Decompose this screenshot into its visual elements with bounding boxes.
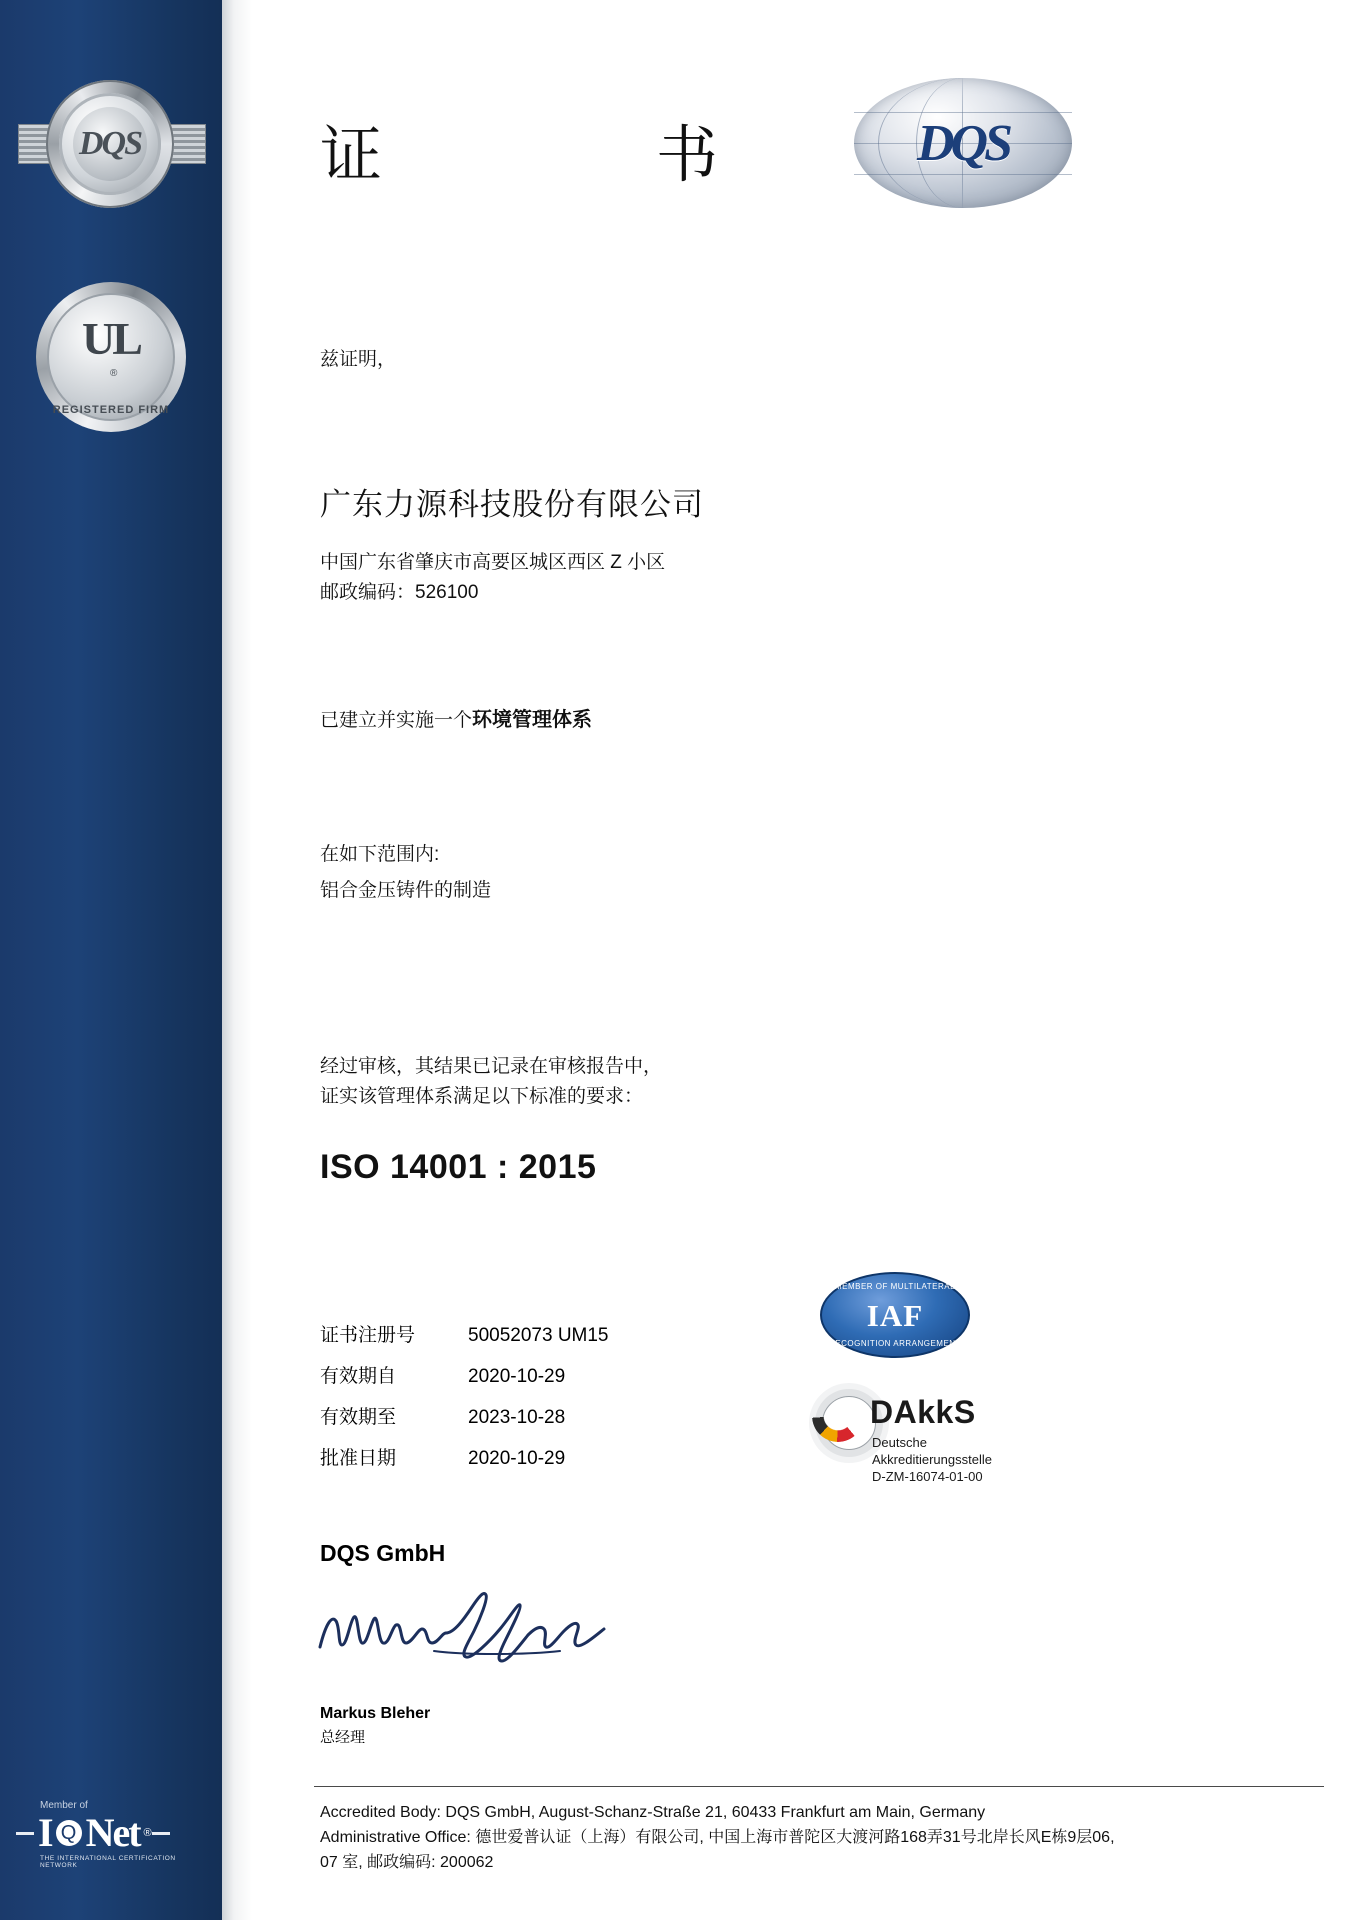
scope-value: 铝合金压铸件的制造 [320,880,492,901]
scope-label: 在如下范围内: [320,844,440,865]
iaf-arc-top-text: MEMBER OF MULTILATERAL [834,1282,956,1291]
iqnet-dash-left-icon [16,1832,34,1835]
dqs-globe-text: DQS [916,115,1010,172]
certificate-details-table [320,1315,609,1479]
band-edge-gradient [222,0,252,1920]
ul-registered-firm-icon [36,282,186,432]
iqnet-member-of-label: Member of [40,1800,88,1811]
globe-parallel-3 [854,174,1072,175]
dakks-accreditation-number: D-ZM-16074-01-00 [872,1469,983,1484]
dakks-logo-icon [812,1390,1042,1490]
table-row [320,1397,609,1438]
iqnet-name-part1: I [38,1810,52,1855]
detail-label: 有效期至 [320,1407,397,1428]
iqnet-q-dot-icon: Q [56,1820,82,1846]
iqnet-tagline: THE INTERNATIONAL CERTIFICATION NETWORK [40,1855,176,1869]
globe-parallel-1 [854,112,1072,113]
detail-value: 50052073 UM15 [468,1325,609,1346]
detail-value: 2020-10-29 [468,1448,566,1469]
detail-value: 2023-10-28 [468,1407,566,1428]
audit-statement-line-1: 经过审核，其结果已记录在审核报告中， [320,1056,663,1077]
iqnet-dash-right-icon [152,1832,170,1835]
dakks-subtitle-line-2: Akkreditierungsstelle [872,1452,992,1467]
dqs-seal-text: DQS [78,125,142,162]
footer-line-2: Administrative Office: 德世爱普认证（上海）有限公司, 中国上海市普陀区大渡河路168弄31号北岸长风E栋9层06, [320,1829,1115,1846]
table-row [320,1315,609,1356]
signatory-name: Markus Bleher [320,1705,431,1722]
dqs-globe-icon [854,78,1072,208]
detail-label: 批准日期 [320,1448,397,1469]
company-address-line-1: 中国广东省肇庆市高要区城区西区 Z 小区 [320,552,666,573]
management-system-type: 环境管理体系 [472,709,593,731]
table-row [320,1438,609,1479]
detail-value: 2020-10-29 [468,1366,566,1387]
intro-text: 兹证明， [320,349,397,370]
dakks-name: DAkkS [870,1394,976,1430]
issuing-company: DQS GmbH [320,1540,446,1566]
detail-label: 证书注册号 [320,1325,416,1346]
standard-name: ISO 14001 : 2015 [320,1148,597,1186]
signature-image [314,1585,624,1675]
footer-block [320,1800,1330,1875]
established-statement [320,705,592,736]
company-name: 广东力源科技股份有限公司 [320,487,704,522]
ul-registered-mark: ® [110,368,118,379]
table-row [320,1356,609,1397]
dakks-subtitle-line-1: Deutsche [872,1435,927,1450]
iqnet-logo [16,1800,206,1870]
dakks-subtitle [872,1434,992,1485]
iaf-logo-icon [820,1272,970,1358]
dakks-swirl-icon [812,1390,864,1442]
audit-statement-line-2: 证实该管理体系满足以下标准的要求： [320,1086,644,1107]
page-title: 证 书 [320,121,769,190]
iqnet-wordmark-row [16,1810,206,1855]
company-address-line-2: 邮政编码：526100 [320,582,479,603]
footer-divider [314,1786,1324,1787]
footer-line-1: Accredited Body: DQS GmbH, August-Schanz-Straße 21, 60433 Frankfurt am Main, Germany [320,1804,986,1821]
ul-subtitle: REGISTERED FIRM [52,404,170,416]
certificate-body [252,0,1357,1920]
ul-letters: UL [82,313,140,364]
footer-line-3: 07 室, 邮政编码: 200062 [320,1854,494,1871]
dqs-seal-icon [18,78,204,208]
iqnet-registered-mark: ® [143,1827,152,1839]
signatory-role: 总经理 [320,1729,366,1746]
detail-label: 有效期自 [320,1366,397,1387]
iaf-arc-bottom-text: RECOGNITION ARRANGEMENT [829,1339,961,1348]
iqnet-name-part2: Net [85,1810,140,1855]
iaf-name: IAF [866,1298,924,1333]
established-prefix: 已建立并实施一个 [320,710,473,731]
